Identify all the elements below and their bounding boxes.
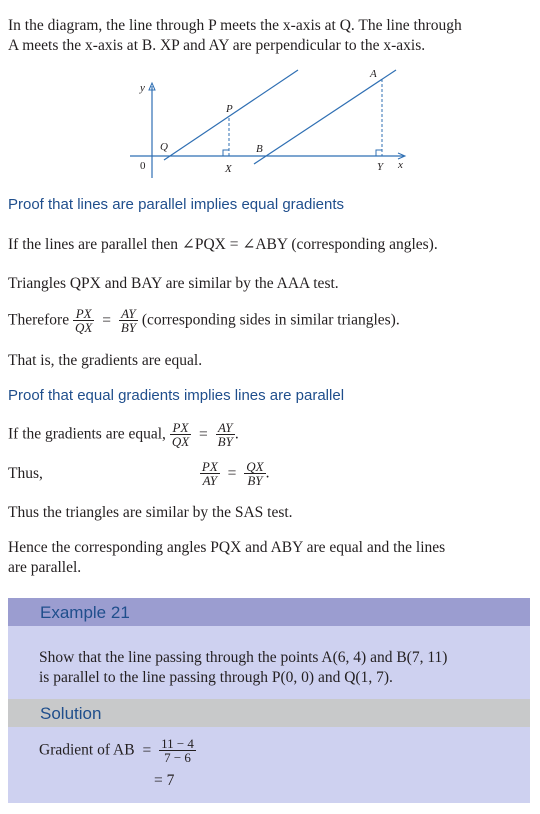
frac-num: AY (216, 421, 235, 435)
section1-p2: Triangles QPX and BAY are similar by the AAA test. (8, 275, 339, 292)
line-QP (164, 70, 298, 160)
equals-sign: = (102, 311, 111, 329)
fraction-PX-QX (170, 421, 191, 448)
section2-l1 (8, 421, 239, 448)
frac-num: 11 − 4 (161, 736, 194, 751)
parallel-lines-diagram (0, 62, 540, 180)
label-P: P (226, 103, 233, 115)
solution-header (8, 699, 530, 727)
section2-p4-line2: are parallel. (8, 559, 82, 576)
label-A: A (370, 68, 377, 80)
section2-p3: Thus the triangles are similar by the SAS test. (8, 504, 293, 521)
frac-den: 7 − 6 (164, 750, 191, 765)
intro-line-1: In the diagram, the line through P meets the x-axis at Q. The line through (8, 17, 462, 34)
example-line-2: is parallel to the line passing through P(0, 0) and Q(1, 7). (39, 669, 393, 686)
label-x: x (398, 159, 403, 171)
example-line-1: Show that the line passing through the points A(6, 4) and B(7, 11) (39, 649, 448, 666)
frac-den: BY (217, 434, 233, 449)
frac-num: AY (119, 307, 138, 321)
label-y: y (140, 82, 145, 94)
frac-num: PX (73, 307, 94, 321)
l2-lead: Thus, (8, 464, 43, 482)
line-BA (254, 70, 396, 164)
label-B: B (256, 143, 263, 155)
l1-lead: If the gradients are equal, (8, 425, 166, 443)
example-body (8, 626, 530, 699)
solution-body (8, 727, 530, 803)
gradient-result: = 7 (154, 772, 175, 789)
right-angle-Y (376, 150, 382, 156)
section1-p1: If the lines are parallel then ∠PQX = ∠ABY (corresponding angles). (8, 236, 438, 253)
section1-p3 (8, 307, 400, 334)
frac-num: QX (246, 459, 264, 474)
section2-heading: Proof that equal gradients implies lines are parallel (8, 387, 345, 404)
example-header (8, 598, 530, 626)
frac-den: AY (202, 473, 218, 488)
label-Q: Q (160, 141, 168, 153)
period: . (265, 464, 270, 482)
solution-title: Solution (40, 704, 102, 723)
gradient-line (39, 737, 196, 764)
period: . (234, 425, 239, 443)
equals-sign: = (199, 425, 208, 443)
frac-den: BY (120, 320, 136, 335)
equals-sign: = (227, 464, 237, 482)
fraction-AY-BY (216, 421, 235, 448)
section1-heading: Proof that lines are parallel implies equal gradients (8, 196, 345, 213)
frac-num: PX (170, 421, 191, 435)
fraction-PX-AY (200, 460, 220, 487)
right-angle-X (223, 150, 229, 156)
label-X: X (225, 163, 232, 175)
section2-p4-line1: Hence the corresponding angles PQX and ABY are equal and the lines (8, 539, 446, 556)
section1-p4: That is, the gradients are equal. (8, 352, 203, 369)
p3-tail: (corresponding sides in similar triangles). (141, 311, 400, 329)
frac-den: BY (247, 473, 263, 488)
intro-line-2: A meets the x-axis at B. XP and AY are perpendicular to the x-axis. (8, 37, 426, 54)
fraction-QX-BY (244, 460, 265, 487)
label-Y: Y (377, 161, 384, 173)
label-origin: 0 (140, 160, 146, 172)
gradient-lead: Gradient of AB (39, 741, 135, 759)
equals-sign: = (142, 741, 152, 759)
p3-lead: Therefore (8, 311, 70, 329)
fraction-AY-BY (119, 307, 138, 334)
fraction-gradient (159, 737, 196, 764)
frac-den: QX (74, 320, 93, 335)
example-title: Example 21 (40, 603, 130, 622)
frac-num: PX (201, 459, 218, 474)
section2-l2 (8, 460, 269, 487)
fraction-PX-QX (73, 307, 94, 334)
frac-den: QX (171, 434, 190, 449)
